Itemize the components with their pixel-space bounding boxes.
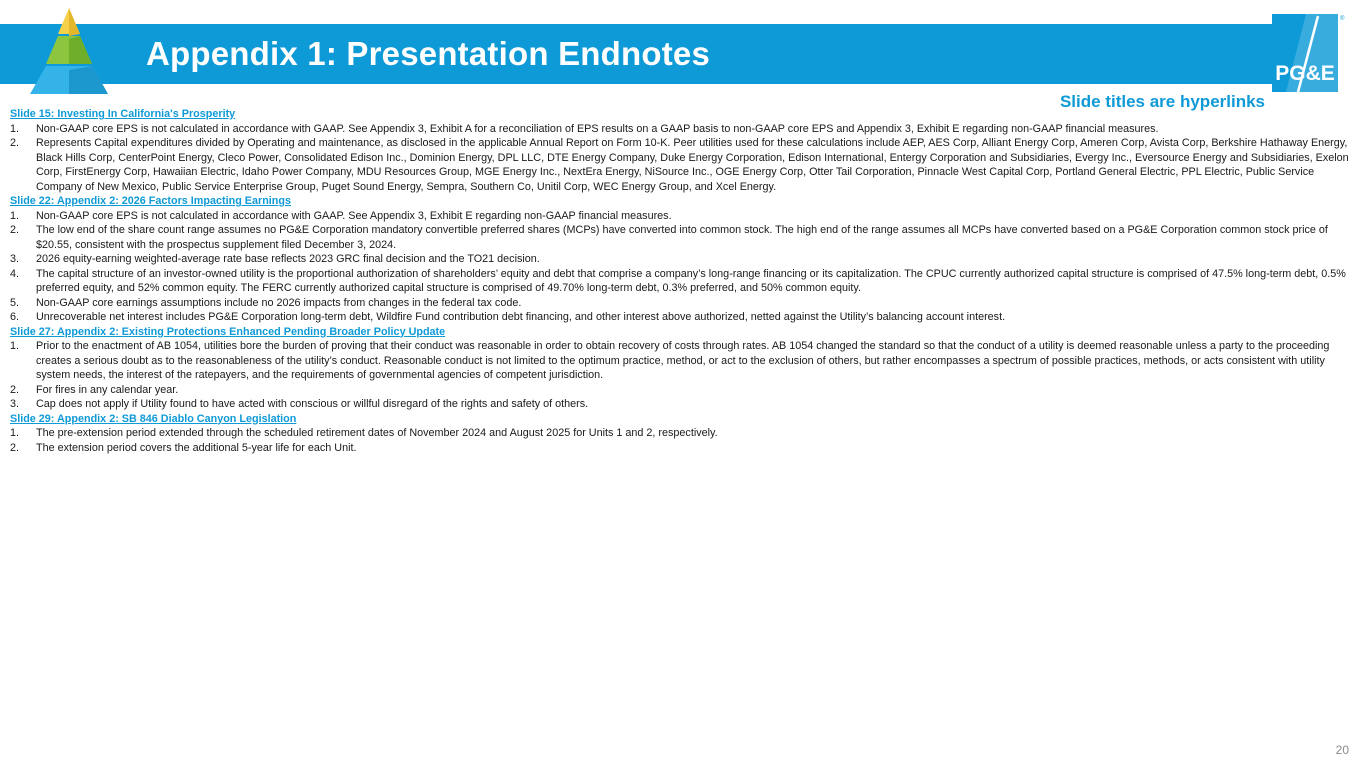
endnote-text: The pre-extension period extended through the scheduled retirement dates of November 2024 and August 2025 for Units 1 and 2, respectively. bbox=[36, 427, 718, 439]
endnote-item bbox=[10, 252, 1356, 267]
endnote-item bbox=[10, 310, 1356, 325]
slide-22-link[interactable]: Slide 22: Appendix 2: 2026 Factors Impacting Earnings bbox=[10, 195, 291, 207]
endnote-section bbox=[10, 325, 1356, 412]
logo-text: PG&E bbox=[1275, 62, 1335, 85]
endnote-number: 1. bbox=[10, 209, 20, 222]
endnote-text: The low end of the share count range assumes no PG&E Corporation mandatory convertible preferred shares (MCPs) have converted into common stock. The high end of the range assumes all MCPs have converted based on a PG&E Corporation common stock price of $20.55, consistent with the prospectus supplement filed December 3, 2024. bbox=[36, 224, 1328, 251]
endnote-number: 1. bbox=[10, 340, 20, 352]
endnote-text: Non-GAAP core earnings assumptions include no 2026 impacts from changes in the federal tax code. bbox=[36, 296, 522, 309]
endnote-text: Prior to the enactment of AB 1054, utilities bore the burden of proving that their conduct was reasonable in order to obtain recovery of costs through rates. AB 1054 changed the standard so that the conduct of a utility is deemed reasonable unless a party to the proceeding creates a serious doubt as to the reasonableness of the utility’s conduct. Reasonable conduct is not limited to the optimum practice, method, or act to the exclusion of others, but rather encompasses a spectrum of possible practices, methods, or acts consistent with utility system needs, the interest of the ratepayers, and the requirements of governmental agencies of competent jurisdiction. bbox=[36, 340, 1330, 381]
endnote-number: 2. bbox=[10, 383, 20, 396]
endnote-item bbox=[10, 339, 1356, 383]
endnote-text: Unrecoverable net interest includes PG&E Corporation long-term debt, Wildfire Fund contribution debt financing, and other interest above authorized, netted against the Utility’s balancing account interest. bbox=[36, 311, 1006, 323]
endnote-item bbox=[10, 383, 1356, 398]
endnote-number: 3. bbox=[10, 398, 20, 410]
endnote-number: 1. bbox=[10, 427, 20, 439]
endnote-item bbox=[10, 122, 1356, 137]
endnote-item bbox=[10, 209, 1356, 224]
endnote-text: The extension period covers the additional 5-year life for each Unit. bbox=[36, 441, 357, 454]
endnote-number: 5. bbox=[10, 296, 20, 309]
endnote-item bbox=[10, 441, 1356, 456]
endnote-item bbox=[10, 296, 1356, 311]
slide-15-link[interactable]: Slide 15: Investing In California's Prosperity bbox=[10, 108, 236, 120]
endnote-section bbox=[10, 412, 1356, 456]
hyperlinks-note: Slide titles are hyperlinks bbox=[1059, 92, 1265, 111]
endnote-section bbox=[10, 107, 1356, 194]
endnote-text: Non-GAAP core EPS is not calculated in accordance with GAAP. See Appendix 3, Exhibit A for a reconciliation of EPS results on a GAAP basis to non-GAAP core EPS and Appendix 3, Exhibit E regarding non-GAAP financial measures. bbox=[36, 122, 1159, 135]
page-title: Appendix 1: Presentation Endnotes bbox=[146, 35, 711, 72]
page-number: 20 bbox=[1335, 743, 1349, 757]
pyramid-icon bbox=[22, 6, 116, 96]
endnote-number: 2. bbox=[10, 137, 20, 149]
endnotes bbox=[10, 107, 1356, 455]
slide-29-link[interactable]: Slide 29: Appendix 2: SB 846 Diablo Canyon Legislation bbox=[10, 412, 297, 425]
endnote-number: 6. bbox=[10, 311, 20, 323]
endnote-text: For fires in any calendar year. bbox=[36, 383, 179, 396]
endnote-item bbox=[10, 267, 1356, 296]
endnote-number: 1. bbox=[10, 122, 20, 135]
endnote-item bbox=[10, 223, 1356, 252]
endnote-text: 2026 equity-earning weighted-average rate base reflects 2023 GRC final decision and the TO21 decision. bbox=[36, 253, 540, 265]
logo-registered-mark: ® bbox=[1340, 16, 1345, 22]
endnote-text: Represents Capital expenditures divided by Operating and maintenance, as disclosed in the applicable Annual Report on Form 10-K. Peer utilities used for these calculations include AEP, AES Corp, Alliant Energy Corp, Ameren Corp, Avista Corp, Berkshire Hathaway Energy, Black Hills Corp, CenterPoint Energy, Cleco Power, Consolidated Edison Inc., Dominion Energy, DPL LLC, DTE Energy Company, Duke Energy Corporation, Edison International, Entergy Corporation and Subsidiaries, Evergy Inc., Eversource Energy and Subsidiaries, Exelon Corp, FirstEnergy Corp, Hawaiian Electric, Idaho Power Company, MDU Resources Group, MGE Energy Inc., NextEra Energy, NiSource Inc., OGE Energy Corp, Otter Tail Corporation, Pinnacle West Capital Corp, Portland General Electric, PPL Electric, Public Service Company of New Mexico, Public Service Enterprise Group, Puget Sound Energy, Sempra, Southern Co, Unitil Corp, WEC Energy Group, and Xcel Energy. bbox=[36, 137, 1349, 193]
endnote-number: 3. bbox=[10, 253, 20, 265]
slide-27-link[interactable]: Slide 27: Appendix 2: Existing Protections Enhanced Pending Broader Policy Update bbox=[10, 325, 446, 338]
endnote-item bbox=[10, 136, 1356, 194]
endnote-number: 4. bbox=[10, 267, 20, 280]
endnote-item bbox=[10, 397, 1356, 412]
endnote-number: 2. bbox=[10, 441, 20, 454]
endnote-text: Non-GAAP core EPS is not calculated in accordance with GAAP. See Appendix 3, Exhibit E regarding non-GAAP financial measures. bbox=[36, 209, 672, 222]
endnote-text: The capital structure of an investor-owned utility is the proportional authorization of shareholders’ equity and debt that comprise a company’s long-range financing or its capitalization. The CPUC currently authorized capital structure is comprised of 47.5% long-term debt, 0.5% preferred equity, and 52% common equity. The FERC currently authorized capital structure is comprised of 49.70% long-term debt, 0.3% preferred, and 50% common equity. bbox=[36, 267, 1346, 294]
endnote-section bbox=[10, 194, 1356, 325]
endnote-text: Cap does not apply if Utility found to have acted with conscious or willful disregard of the rights and safety of others. bbox=[36, 398, 589, 410]
pge-logo bbox=[1272, 14, 1345, 92]
endnote-item bbox=[10, 426, 1356, 441]
endnote-number: 2. bbox=[10, 224, 20, 236]
